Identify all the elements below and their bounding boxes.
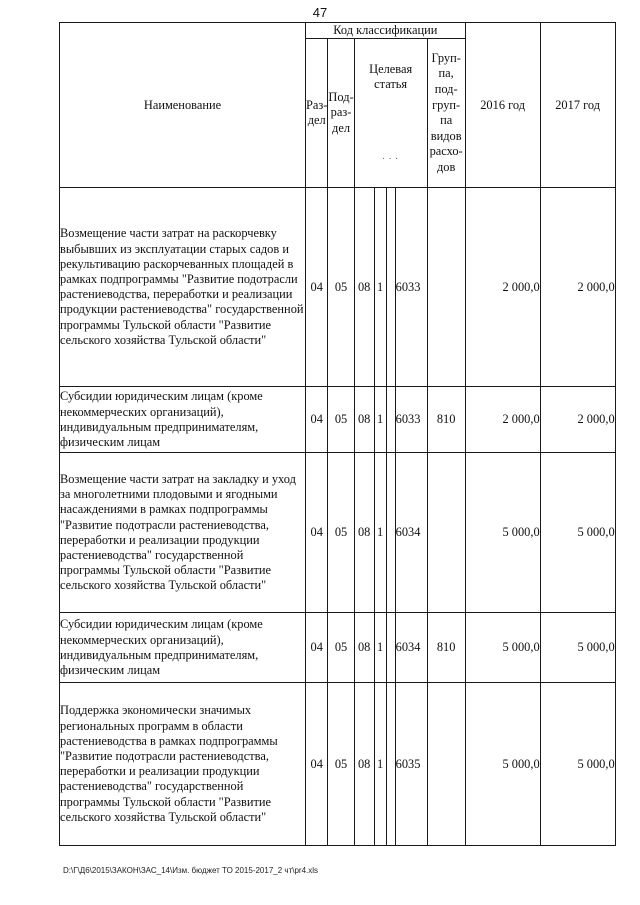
row-cs-direction: 6034: [395, 613, 427, 683]
row-cs-empty: [386, 188, 395, 387]
row-value-2017: 5 000,0: [540, 453, 615, 613]
row-value-2016: 2 000,0: [465, 188, 540, 387]
row-value-2017: 2 000,0: [540, 188, 615, 387]
table-header: [60, 23, 616, 188]
row-name: Субсидии юридическим лицам (кроме некоммерческих организаций), индивидуальным предпринимателям, физическим лицам: [60, 613, 306, 683]
column-header-2017: 2017 год: [540, 23, 615, 188]
budget-table: [59, 22, 616, 846]
table-body: [60, 188, 616, 846]
row-podrazdel: 05: [328, 387, 354, 453]
row-value-2016: 2 000,0: [465, 387, 540, 453]
row-cs-program: 08: [354, 683, 374, 846]
row-cs-empty: [386, 387, 395, 453]
row-cs-subprogram: 1: [374, 188, 386, 387]
column-header-podrazdel: [328, 39, 354, 188]
table-row: [60, 683, 616, 846]
razdel-label: Раз- дел: [306, 97, 328, 128]
row-vr: [427, 683, 465, 846]
row-value-2017: 2 000,0: [540, 387, 615, 453]
file-path-footer: D:\Г\Д6\2015\ЗАКОН\ЗАС_14\Изм. бюджет ТО 2015-2017_2 чт\pr4.xls: [63, 866, 319, 875]
row-value-2017: 5 000,0: [540, 613, 615, 683]
row-podrazdel: 05: [328, 613, 354, 683]
table-row: [60, 188, 616, 387]
column-header-name: Наименование: [60, 23, 306, 188]
row-cs-direction: 6034: [395, 453, 427, 613]
row-name: Поддержка экономически значимых региональных программ в области растениеводства в рамках подпрограммы "Развитие подотрасли растениеводства, переработки и реализации продукции растениеводства" государственной программы Тульской области "Развитие сельского хозяйства Тульской области": [60, 683, 306, 846]
row-cs-empty: [386, 613, 395, 683]
row-cs-direction: 6035: [395, 683, 427, 846]
row-cs-program: 08: [354, 453, 374, 613]
row-cs-subprogram: 1: [374, 683, 386, 846]
page-number: 47: [312, 5, 328, 20]
row-vr: [427, 188, 465, 387]
row-cs-subprogram: 1: [374, 387, 386, 453]
row-cs-direction: 6033: [395, 188, 427, 387]
row-cs-direction: 6033: [395, 387, 427, 453]
celevaya-statya-dots: . . .: [382, 151, 399, 161]
row-razdel: 04: [306, 387, 328, 453]
row-name: Возмещение части затрат на раскорчевку выбывших из эксплуатации старых садов и рекультивацию раскорчеванных площадей в рамках подпрограммы "Развитие подотрасли растениеводства, переработки и реализации продукции растениеводства" государственной программы Тульской области "Развитие сельского хозяйства Тульской области": [60, 188, 306, 387]
row-cs-subprogram: 1: [374, 613, 386, 683]
column-header-code-group: Код классификации: [306, 23, 466, 39]
row-podrazdel: 05: [328, 453, 354, 613]
row-cs-empty: [386, 453, 395, 613]
row-name: Субсидии юридическим лицам (кроме некоммерческих организаций), индивидуальным предпринимателям, физическим лицам: [60, 387, 306, 453]
row-cs-program: 08: [354, 613, 374, 683]
row-value-2016: 5 000,0: [465, 613, 540, 683]
row-vr: 810: [427, 613, 465, 683]
row-cs-empty: [386, 683, 395, 846]
table-row: [60, 387, 616, 453]
vr-label: Груп- па, под- груп- па видов расхо- дов: [429, 50, 463, 174]
row-razdel: 04: [306, 188, 328, 387]
row-vr: 810: [427, 387, 465, 453]
row-value-2017: 5 000,0: [540, 683, 615, 846]
row-razdel: 04: [306, 613, 328, 683]
row-razdel: 04: [306, 683, 328, 846]
column-header-celevaya-statya: [354, 39, 427, 188]
column-header-razdel: [306, 39, 328, 188]
column-header-vr: [427, 39, 465, 188]
row-cs-subprogram: 1: [374, 453, 386, 613]
row-podrazdel: 05: [328, 188, 354, 387]
row-razdel: 04: [306, 453, 328, 613]
row-podrazdel: 05: [328, 683, 354, 846]
row-cs-program: 08: [354, 387, 374, 453]
table-row: [60, 613, 616, 683]
row-value-2016: 5 000,0: [465, 453, 540, 613]
table-row: [60, 453, 616, 613]
column-header-2016: 2016 год: [465, 23, 540, 188]
podrazdel-label: Под- раз- дел: [328, 89, 354, 135]
row-value-2016: 5 000,0: [465, 683, 540, 846]
row-vr: [427, 453, 465, 613]
row-name: Возмещение части затрат на закладку и уход за многолетними плодовыми и ягодными насаждениями в рамках подпрограммы "Развитие подотрасли растениеводства, переработки и реализации продукции растениеводства" государственной программы Тульской области "Развитие сельского хозяйства Тульской области": [60, 453, 306, 613]
row-cs-program: 08: [354, 188, 374, 387]
celevaya-statya-label: Целевая статья: [369, 61, 413, 92]
